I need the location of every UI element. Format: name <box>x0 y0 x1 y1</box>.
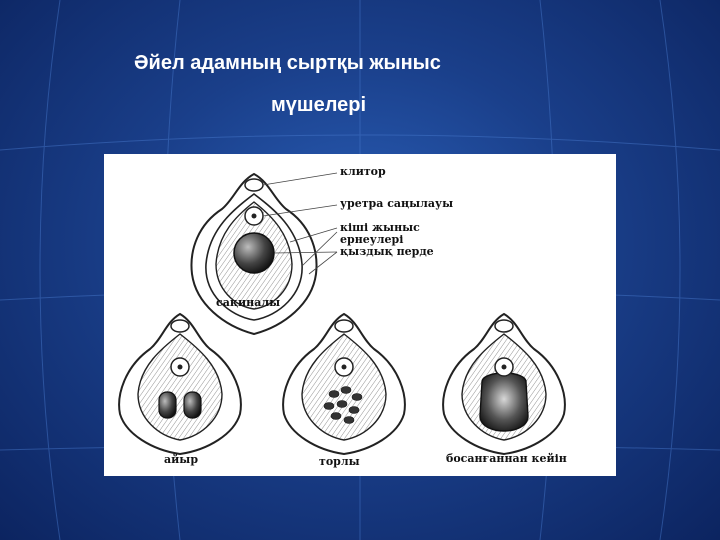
diagram-annular <box>191 173 337 334</box>
caption-annular: сақиналы <box>216 296 281 309</box>
slide-title-line-2: мүшелері <box>271 94 367 116</box>
slide-title-line-1: Әйел адамның сыртқы жыныс <box>134 52 441 74</box>
hymen-types-figure <box>104 154 616 476</box>
label-labia-line-1: кіші жыныс <box>340 221 420 234</box>
caption-after-birth: босанғаннан кейін <box>446 452 567 465</box>
caption-cribriform: торлы <box>319 455 360 468</box>
label-hymen: қыздық перде <box>340 245 434 258</box>
caption-septate: айыр <box>164 453 199 466</box>
label-urethra: уретра саңылауы <box>340 197 454 210</box>
diagram-cribriform <box>283 314 405 454</box>
diagram-after-birth <box>443 314 565 454</box>
diagram-septate <box>119 314 241 454</box>
label-clitoris: клитор <box>340 165 386 178</box>
label-labia-line-2: ернеулері <box>340 233 404 246</box>
